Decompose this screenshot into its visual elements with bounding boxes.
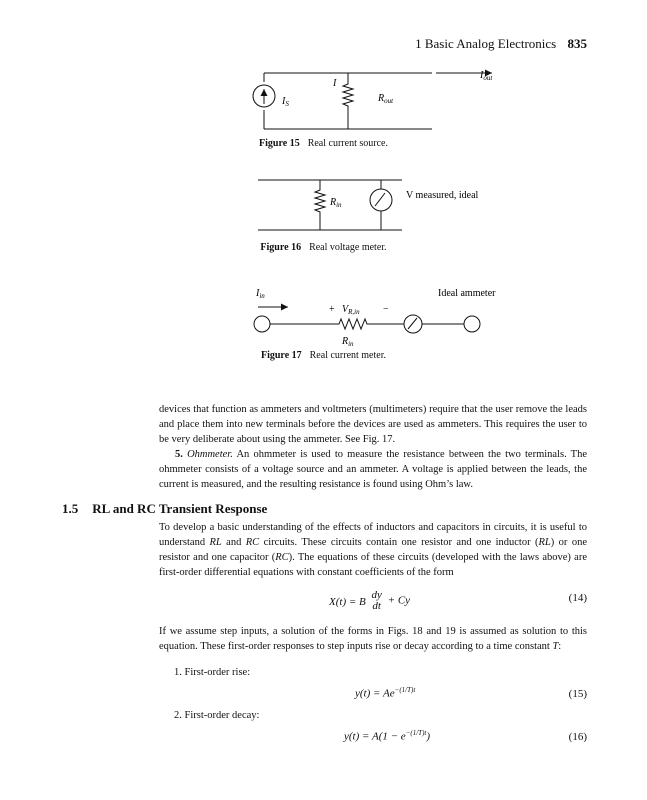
equation-16-number: (16) [568, 731, 587, 743]
paragraph-intro: To develop a basic understanding of the effects of inductors and capacitors in circuits, it is useful to understand RL and RC circuits. These circuits contain one resistor and one inductor (RL) or one resistor and one capacitor (RC). The equations of these circuits (developed with the laws above) are first-order differential equations with constant coefficients of the form [159, 522, 587, 578]
equation-16: $y(t) = A(1 - e^{-(1/T)t})$ [344, 729, 431, 743]
resistor-out-icon [343, 73, 353, 129]
fig15-out-label: $I_{out}$ [480, 70, 493, 82]
equation-15-number: (15) [568, 688, 587, 700]
figure-15-diagram [253, 73, 492, 129]
figure-17-diagram [254, 307, 480, 333]
fig15-resistor-label: $R_{out}$ [378, 93, 394, 105]
running-title: 1 Basic Analog Electronics [415, 36, 557, 51]
terminal-left-icon [254, 316, 270, 332]
circuit-figures [0, 0, 647, 380]
fig15-current-label: I [333, 78, 337, 89]
equation-15: $y(t) = Ae^{-(1/T)t}$ [355, 686, 416, 700]
figure-17-caption: Figure 17 Real current meter. [260, 350, 386, 361]
fig16-resistor-label: $R_{in}$ [330, 197, 342, 209]
fig17-plus: + [329, 304, 335, 315]
figure-15-caption: Figure 15 Real current source. [259, 138, 388, 149]
equation-14: X(t) = B dy dt + Cy [329, 589, 411, 612]
resistor-series-icon [270, 319, 404, 329]
list-item-decay: 2. First-order decay: [174, 710, 260, 721]
figure-16-caption: Figure 16 Real voltage meter. [260, 242, 387, 253]
resistor-in-icon [315, 180, 325, 230]
fig17-resistor-label: $R_{in}$ [342, 336, 354, 348]
voltmeter-icon [370, 189, 392, 211]
page-number: 835 [567, 36, 587, 51]
fig17-minus: − [383, 304, 389, 315]
fig17-ammeter-label: Ideal ammeter [438, 288, 496, 299]
list-item-rise: 1. First-order rise: [174, 667, 251, 678]
equation-14-number: (14) [568, 592, 587, 604]
fig17-vr-label: $V_{R,in}$ [342, 304, 360, 316]
paragraph-step-inputs: If we assume step inputs, a solution of the forms in Figs. 18 and 19 is assumed as solution to this equation. These first-order responses to step inputs rise or decay according to a time constant T: [159, 626, 587, 652]
ammeter-icon [404, 315, 422, 333]
fig17-in-label: $I_{in}$ [256, 288, 265, 300]
fig15-source-label: $I_S$ [282, 96, 289, 108]
body-top [159, 402, 587, 492]
section-heading: 1.5 RL and RC Transient Response [62, 501, 268, 516]
paragraph-ohmmeter: 5. Ohmmeter. An ohmmeter is used to measure the resistance between the two terminals. The ohmmeter consists of a voltage source and an ammeter. A voltage is applied between the leads, the current is measured, and the resulting resistance is found using Ohm’s law. [159, 449, 588, 490]
terminal-right-icon [464, 316, 480, 332]
fig16-meter-label: V measured, ideal [406, 190, 479, 201]
paragraph-ammeter: devices that function as ammeters and voltmeters (multimeters) require that the user remove the leads and place them into new terminals before the devices are used as ammeters. This requires the user to be very deliberate about using the ammeter. See Fig. 17. [159, 404, 587, 445]
